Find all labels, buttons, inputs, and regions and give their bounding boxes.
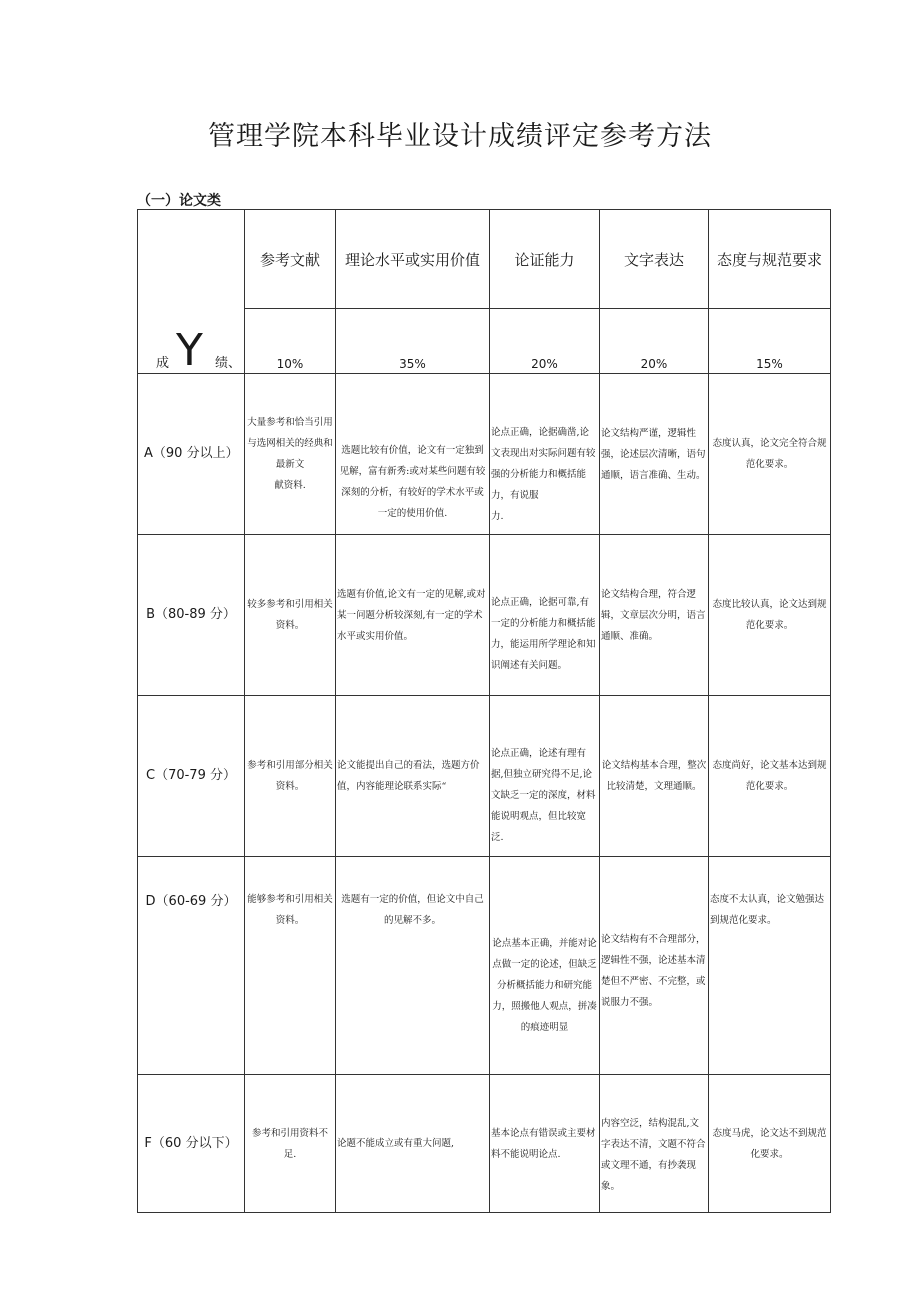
page-title: 管理学院本科毕业设计成绩评定参考方法 [208,121,712,152]
row-b-argument: 论点正确，论据可靠,有一定的分析能力和概括能力，能运用所学理论和知识阐述有关问题。 [490,535,600,696]
section-heading: （一）论文类 [137,193,221,209]
table-row [138,857,831,1075]
row-c-theory: 论文能提出自己的看法，选题方价值，内容能理论联系实际“ [336,696,490,857]
row-d-writing: 论文结构有不合理部分，逻辑性不强，论述基本清楚但不严密、不完整，或说服力不强。 [600,857,709,1075]
row-d-attitude: 态度不太认真，论文勉强达到规范化要求。 [709,857,831,1075]
weight-argument: 20% [490,309,600,374]
row-b-attitude: 态度比较认真，论文达到规范化要求。 [709,535,831,696]
row-d-theory: 选题有一定的价值，但论文中自己的见解不多。 [336,857,490,1075]
row-f-theory: 论题不能成立或有重大问题, [336,1075,490,1213]
corner-label-left: 成 [156,356,170,371]
weight-theory-value: 35% [336,309,490,374]
row-a-theory: 选题比较有价值，论文有一定独到见解，富有新秀:或对某些问题有较深刻的分析，有较好的学术水平或一定的使用价值. [336,374,490,535]
row-f-attitude: 态度马虎，论文达不到规范化要求。 [709,1075,831,1213]
row-a-references: 大量参考和恰当引用与选网相关的经典和最新文 献资料. [245,374,336,535]
header-theory-value: 理论水平或实用价值 [336,210,490,309]
row-d-references: 能够参考和引用相关资料。 [245,857,336,1075]
corner-label-right: 绩、 [215,356,242,371]
row-b-writing: 论文结构合理，符合逻辑，文章层次分明，语言通顺、准确。 [600,535,709,696]
row-b-theory: 选题有价值,论文有一定的见解,或对某一问题分析较深刻,有一定的学术水平或实用价值。 [336,535,490,696]
header-argument: 论证能力 [490,210,600,309]
table-row [138,374,831,535]
row-a-argument: 论点正确，论据确凿,论文表现出对实际问题有较强的分析能力和概括能力，有说服 力. [490,374,600,535]
row-d-argument: 论点基本正确，并能对论点做一定的论述，但缺乏分析概括能力和研究能力，照搬他人观点，拼凑的痕迹明显 [490,857,600,1075]
row-c-writing: 论文结构基本合理，整次比较清楚，文理通顺。 [600,696,709,857]
table-row [138,535,831,696]
corner-cell [138,210,245,374]
grading-table [137,209,831,1213]
row-f-argument: 基本论点有错误或主要材料不能说明论点. [490,1075,600,1213]
row-a-attitude: 态度认真，论文完全符合规范化要求。 [709,374,831,535]
weight-writing: 20% [600,309,709,374]
corner-label-mid: Y [176,325,203,376]
row-f-references: 参考和引用资料不足. [245,1075,336,1213]
table-row [138,1075,831,1213]
grade-f-label: F（60 分以下） [138,1075,245,1213]
header-writing: 文字表达 [600,210,709,309]
table-row [138,696,831,857]
weight-attitude: 15% [709,309,831,374]
grade-a-label: A（90 分以上） [138,374,245,535]
row-f-writing: 内容空泛，结构混乱,文字表达不清，文题不符合或文理不通，有抄袭现象。 [600,1075,709,1213]
row-c-attitude: 态度尚好，论文基本达到规范化要求。 [709,696,831,857]
grade-c-label: C（70-79 分） [138,696,245,857]
header-references: 参考文献 [245,210,336,309]
row-b-references: 较多参考和引用相关资料。 [245,535,336,696]
header-attitude: 态度与规范要求 [709,210,831,309]
grade-d-label: D（60-69 分） [138,857,245,1075]
row-c-references: 参考和引用部分相关资料。 [245,696,336,857]
row-c-argument: 论点正确，论述有理有据,但独立研究得不足,论文缺乏一定的深度，材料能说明观点，但比较宽泛. [490,696,600,857]
grade-b-label: B（80-89 分） [138,535,245,696]
weight-references: 10% [245,309,336,374]
row-a-writing: 论文结构严谨，逻辑性强，论述层次清晰，语句通顺，语言准确、生动。 [600,374,709,535]
